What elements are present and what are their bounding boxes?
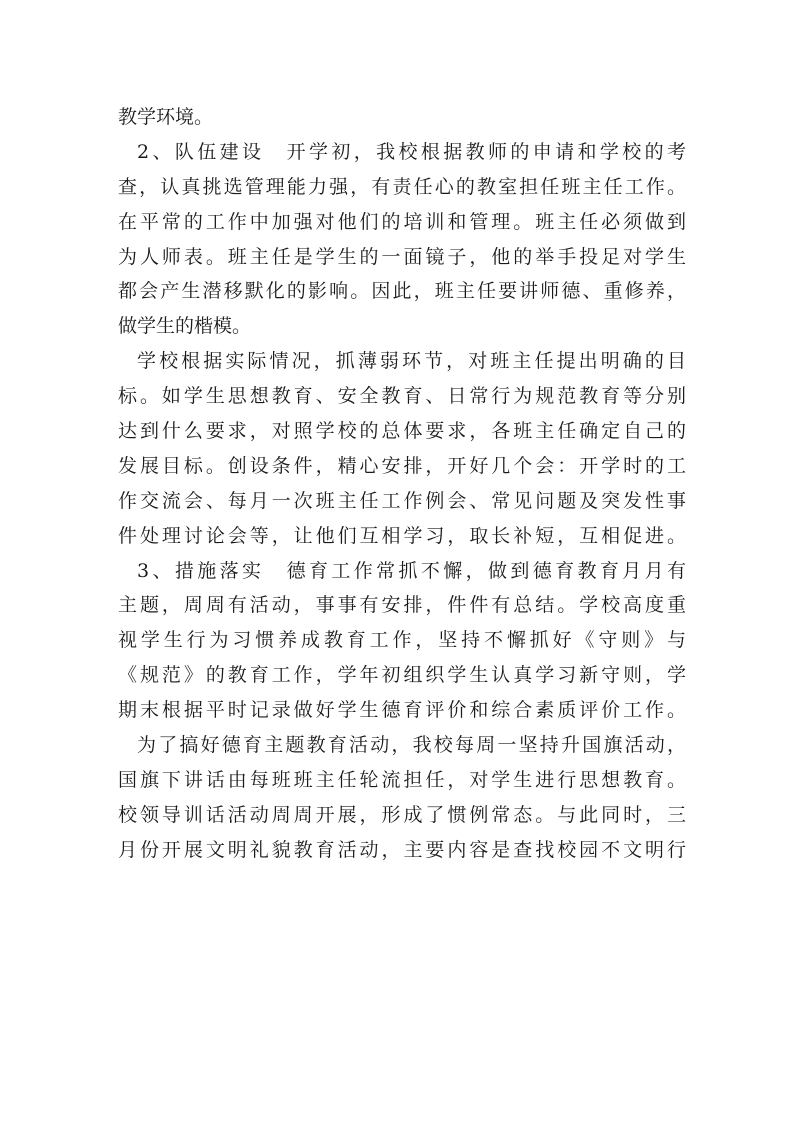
text-line: 教学环境。 [118,106,214,128]
text-line: 主题，周周有活动，事事有安排，件件有总结。学校高度重 [118,594,686,617]
text-line: 学校根据实际情况，抓薄弱环节，对班主任提出明确的目 [137,350,686,373]
text-line: 查，认真挑选管理能力强，有责任心的教室担任班主任工作。 [118,175,686,198]
text-line: 2、队伍建设 开学初，我校根据教师的申请和学校的考 [137,140,686,163]
text-line: 都会产生潜移默化的影响。因此，班主任要讲师德、重修养， [118,280,686,303]
text-line: 国旗下讲话由每班班主任轮流担任，对学生进行思想教育。 [118,768,686,791]
text-line: 作交流会、每月一次班主任工作例会、常见问题及突发性事 [118,489,686,512]
text-line: 标。如学生思想教育、安全教育、日常行为规范教育等分别 [118,385,686,408]
text-line: 校领导训话活动周周开展，形成了惯例常态。与此同时，三 [118,803,686,826]
text-line: 为人师表。班主任是学生的一面镜子，他的举手投足对学生 [118,245,686,268]
document-body [118,100,686,868]
text-line: 3、措施落实 德育工作常抓不懈，做到德育教育月月有 [137,559,686,582]
text-line: 期末根据平时记录做好学生德育评价和综合素质评价工作。 [118,699,686,722]
text-line: 做学生的楷模。 [118,315,252,338]
text-line: 视学生行为习惯养成教育工作，坚持不懈抓好《守则》与 [118,629,686,652]
text-line: 达到什么要求，对照学校的总体要求，各班主任确定自己的 [118,420,686,443]
text-line: 为了搞好德育主题教育活动，我校每周一坚持升国旗活动， [137,734,686,757]
text-line: 月份开展文明礼貌教育活动，主要内容是查找校园不文明行 [118,838,686,861]
text-line: 发展目标。创设条件，精心安排，开好几个会：开学时的工 [118,454,686,477]
text-line: 《规范》的教育工作，学年初组织学生认真学习新守则，学 [118,664,686,687]
text-line: 件处理讨论会等，让他们互相学习，取长补短，互相促进。 [118,524,686,547]
text-line: 在平常的工作中加强对他们的培训和管理。班主任必须做到 [118,210,686,233]
